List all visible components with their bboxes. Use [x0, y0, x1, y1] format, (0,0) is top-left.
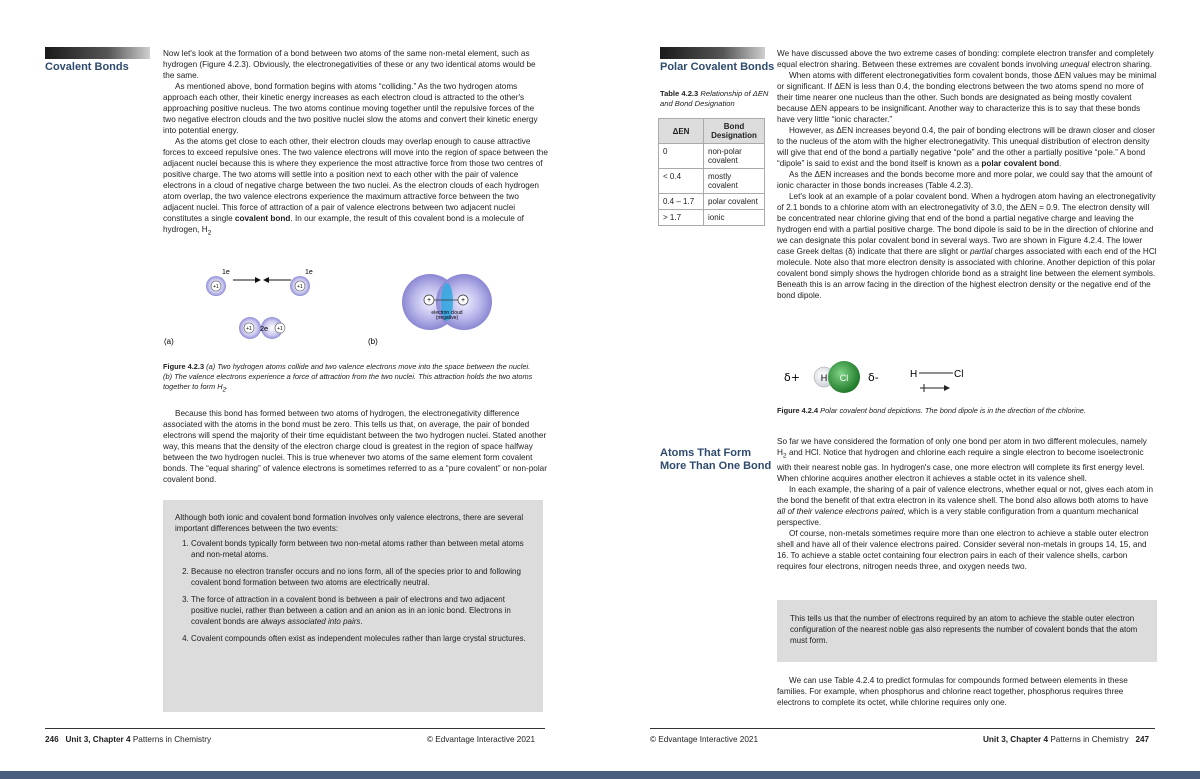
en-designation-table [658, 118, 765, 226]
section-heading-polar-covalent: Polar Covalent Bonds [660, 61, 775, 73]
svg-text:H: H [820, 373, 828, 383]
figure-hydrogen-bond [160, 262, 520, 352]
svg-text:(negative): (negative) [435, 315, 459, 321]
paragraph: In each example, the sharing of a pair of valence electrons, whether equal or not, gives each atom in the bond the benefit of that extra electron in its valence shell. The bond also allows both atoms to have all of their valence electrons paired, which is a very stable configuration from a quantum mechanical perspective. [777, 484, 1154, 527]
fig-label-b: (b) [368, 337, 378, 346]
paragraph: When atoms with different electronegativities form covalent bonds, those ΔEN values may be minimal or significant. If ΔEN is less than 0.4, the bonding electrons between the two atoms spend no more of their time nearer one nucleus than the other. Such bonds are designated as being mostly covalent because ΔEN appears to be insignificant. Another way to characterize this is to say that these bonds have very little “ionic character.” [777, 71, 1157, 124]
dipole-arrow [920, 384, 950, 392]
approach-arrows [233, 277, 291, 283]
svg-text:electron cloud: electron cloud [431, 310, 463, 316]
paragraph: However, as ΔEN increases beyond 0.4, the pair of bonding electrons will be drawn closer and closer to the nucleus of the atom with the higher electronegativity. This unequal distribution of electron density will give that end of the bond a partially negative “pole” and the other a partially positive “pole.” A bond “dipole” is said to exist and the bond itself is known as a polar covalent bond. [777, 126, 1155, 168]
svg-text:+1: +1 [277, 326, 283, 332]
body-text-block [777, 48, 1157, 301]
note-intro: Although both ionic and covalent bond formation involves only valence electrons, there are several important differences between the two events: [175, 513, 524, 533]
svg-text:1e: 1e [222, 269, 230, 276]
atom-h-right [290, 269, 313, 296]
figure-caption-4-2-4: Figure 4.2.4 Polar covalent bond depictions. The bond dipole is in the direction of the chlorine. [777, 406, 1086, 415]
footer-rule [45, 728, 545, 729]
left-page [0, 0, 600, 771]
svg-text:+1: +1 [213, 284, 219, 290]
table-header-cell: Bond Designation [704, 119, 765, 144]
h-symbol: H [910, 369, 918, 380]
footer-left: 246 Unit 3, Chapter 4 Patterns in Chemistry [45, 735, 212, 744]
table-header-row [659, 119, 765, 144]
heading-bar [45, 47, 150, 59]
svg-text:+: + [426, 297, 432, 304]
atom-h-left [206, 269, 230, 296]
body-text-block-2 [777, 436, 1157, 572]
svg-text:+: + [460, 297, 466, 304]
delta-plus-label: δ+ [784, 371, 800, 384]
right-page [600, 0, 1200, 771]
paragraph: We can use Table 4.2.4 to predict formulas for compounds formed between elements in these families. For example, when phosphorus and chlorine react together, phosphorus requires three electrons to complete its octet, while chlorine requires only one. [777, 676, 1128, 707]
svg-text:Cl: Cl [839, 373, 849, 383]
svg-text:1e: 1e [305, 269, 313, 276]
heading-bar [660, 47, 765, 59]
paragraph: We have discussed above the two extreme cases of bonding: complete electron transfer and completely equal electron sharing. Between these extremes are covalent bonds involving unequal electron sharing. [777, 49, 1154, 69]
list-item: 3. The force of attraction in a covalent bond is between a pair of electrons and two adjacent positive nuclei, rather than between a cation and an anion as in an ionic bond. Electrons in covalent bonds are always associated into pairs. [191, 594, 529, 627]
fig-label-a: (a) [164, 337, 174, 346]
figure-hcl-polar-bond [782, 357, 982, 397]
paragraph: As the atoms get close to each other, their electron clouds may overlap enough to cause attractive forces to exceed repulsive ones. The two valence electrons will move into the region of space between the adjacent nuclei because this is where they experience the most attractive force from those two centres of positive charge. The two atoms will settle into a position next to each other with the pair of valence electrons in a cloud of negative charge between the two nuclei. As the electron clouds of each hydrogen atom overlap, the two valence electrons experience the maximum attractive force between the two adjacent nuclei. This force of attraction of a pair of valence electrons between two adjacent nuclei constitutes a single covalent bond. In our example, the result of this covalent bond is a molecule of hydrogen, $H_2$ [163, 137, 548, 237]
table-header-cell: ΔEN [659, 119, 704, 144]
body-text-block [163, 48, 548, 239]
h2-molecule-large [402, 274, 492, 330]
paragraph: Now let's look at the formation of a bond between two atoms of the same non-metal element, such as hydrogen (Figure 4.2.3). Obviously, the electronegativities of these or any two identical atoms would be the same. [163, 49, 536, 80]
noble-gas-note-box: This tells us that the number of electrons required by an atom to achieve the stable outer electron configuration of the nearest noble gas also represents the number of covalent bonds that the atom must form. [777, 600, 1157, 662]
list-item: 2. Because no electron transfer occurs and no ions form, all of the species prior to and following covalent bond formation between two atoms are electrically neutral. [191, 566, 529, 588]
table-row: 0 non-polar covalent [659, 144, 765, 169]
svg-text:2e: 2e [259, 324, 269, 333]
delta-minus-label: δ- [868, 371, 879, 384]
table-title: Table 4.2.3 Relationship of ΔEN and Bond Designation [660, 89, 769, 108]
footer-rule [650, 728, 1155, 729]
paragraph: Let's look at an example of a polar covalent bond. When a hydrogen atom having an electronegativity of 2.1 bonds to a chlorine atom with an electronegativity of 3.0, the ΔEN = 0.9. The electron density will be concentrated near chlorine giving that end of the bond a partial negative charge and leaving the hydrogen end with a partial positive charge. The bond dipole is said to be in the direction of chlorine and we can designate this polar covalent bond in several ways. Two are shown in Figure 4.2.4. The lower case Greek deltas (δ) indicate that there are slight or partial charges associated with each end of the HCl molecule. Note also that more electron density is associated with chlorine. Another depiction of this polar covalent bond simply shows the hydrogen chloride bond as a straight line between the element symbols. Beneath this is an arrow facing in the direction of the highest electron density or the negative end of the bond dipole. [777, 192, 1157, 300]
body-text-block-2 [163, 408, 548, 485]
table-row: > 1.7 ionic [659, 210, 765, 226]
footer-copyright: © Edvantage Interactive 2021 [427, 735, 535, 744]
list-item: 1. Covalent bonds typically form between two non-metal atoms rather than between metal atoms and non-metal atoms. [191, 538, 529, 560]
table-row: < 0.4 mostly covalent [659, 169, 765, 194]
cl-symbol: Cl [954, 369, 964, 380]
figure-caption-4-2-3: Figure 4.2.3 (a) Two hydrogen atoms collide and two valence electrons move into the space between the nuclei. (b) The valence electrons experience a force of attraction from the two nuclei. This attraction holds the two atoms together to form $H_2$. [163, 362, 533, 394]
h2-molecule-small [239, 317, 285, 339]
paragraph: As mentioned above, bond formation begins with atoms “colliding.” As the two hydrogen atoms approach each other, their kinetic energy increases as each electron cloud is attracted to the other's approaching positive nucleus. The two atoms continue moving together until the repulsive forces of the two negative electron clouds and the two positive nuclei slow the atoms and convert their kinetic energy into potential energy. [163, 82, 538, 135]
svg-text:+1: +1 [297, 284, 303, 290]
footer-copyright: © Edvantage Interactive 2021 [650, 735, 758, 744]
footer-right: Unit 3, Chapter 4 Patterns in Chemistry 247 [983, 735, 1150, 744]
bottom-band [0, 771, 1200, 779]
section-heading-atoms-more-than-one-bond: Atoms That Form More Than One Bond [660, 447, 772, 472]
svg-text:+1: +1 [246, 326, 252, 332]
differences-note-box [163, 500, 543, 712]
paragraph: As the ΔEN increases and the bonds become more and more polar, we could say that the amount of ionic character in those bonds increases (Table 4.2.3). [777, 170, 1153, 190]
paragraph: Of course, non-metals sometimes require more than one electron to achieve a stable outer electron shell and have all of their valence electrons paired. Consider several non-metals in groups 14, 15, and 16. To achieve a stable octet containing four electron pairs in each of their valence shells, carbon requires four electrons, nitrogen needs three, and oxygen needs two. [777, 528, 1149, 571]
section-heading-covalent-bonds: Covalent Bonds [45, 61, 129, 73]
body-text-block-3 [777, 675, 1157, 708]
list-item: 4. Covalent compounds often exist as independent molecules rather than large crystal structures. [191, 633, 529, 644]
paragraph: So far we have considered the formation of only one bond per atom in two different molecules, namely $H_2$ and HCl. Notice that hydrogen and chlorine each require a single electron to become isoelectronic with their nearest noble gas. In hydrogen's case, one more electron will complete its first energy level. When chlorine acquires another electron it achieves a stable octet in its valence shell. [777, 437, 1147, 483]
table-row: 0.4 – 1.7 polar covalent [659, 194, 765, 210]
differences-list [175, 538, 529, 644]
paragraph: Because this bond has formed between two atoms of hydrogen, the electronegativity difference associated with the atoms in the bond must be zero. This tells us that, on average, the pair of bonded electrons will spend the majority of their time equidistant between the two hydrogen nuclei. Stated another way, this means that the density of the electron charge cloud is greatest in the region of space halfway between the two hydrogen nuclei. This is true whenever two atoms of the same element form covalent bonds. The “equal sharing” of valence electrons is sometimes referred to as a “pure covalent” or non-polar covalent bond. [163, 409, 547, 484]
